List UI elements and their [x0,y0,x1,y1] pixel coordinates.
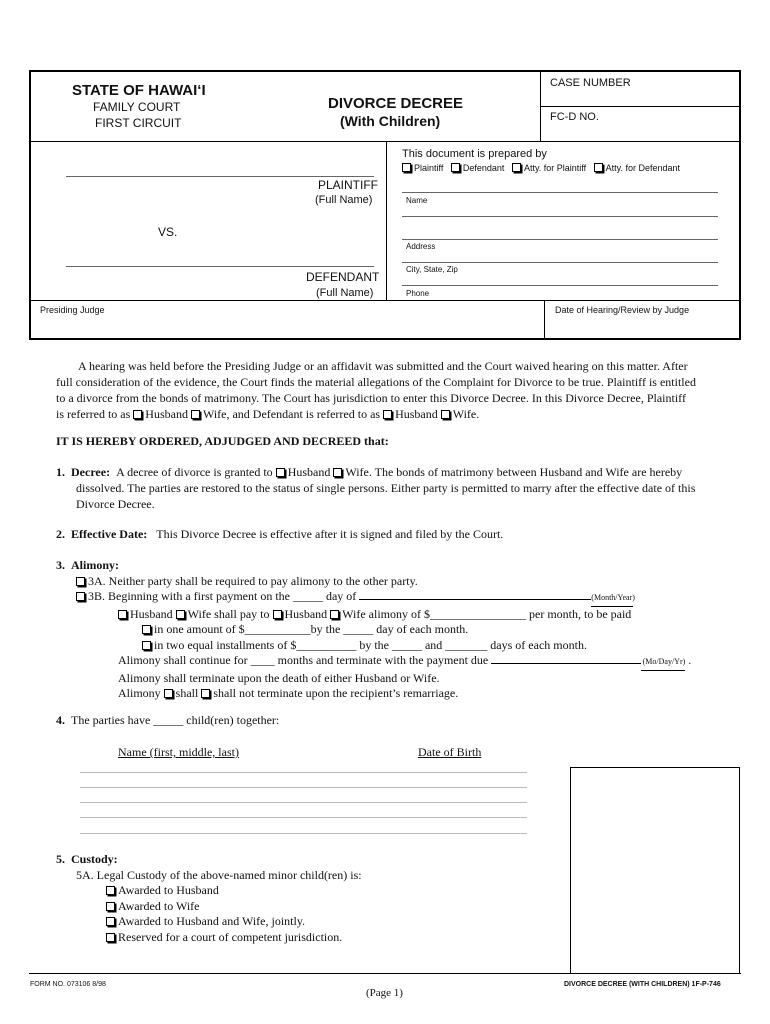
section-custody [56,852,556,945]
plaintiff-label: PLAINTIFF [318,178,379,192]
s1-line2: dissolved. The parties are restored to the status of single persons. Either party is permitted to marry after the effective date of this [76,481,696,495]
court-stamp-box [570,767,740,973]
city-label: City, State, Zip [406,265,458,274]
prepared-atty-defendant-checkbox[interactable] [594,163,603,172]
children-dob-header: Date of Birth [418,745,482,759]
name-label: Name [406,196,428,205]
s1-title: Decree: [71,465,111,479]
prepared-title: This document is prepared by [402,148,547,160]
payer-wife-checkbox[interactable] [176,610,185,619]
court-name: FAMILY COURT [93,100,181,114]
s3-num: 3. [56,558,65,572]
two-installments-checkbox[interactable] [142,641,151,650]
decree-husband-checkbox[interactable] [276,468,285,477]
s3-pay-husband: Husband [130,606,173,621]
form-subtitle: (With Children) [340,113,441,129]
state-title: STATE OF HAWAI‘I [72,82,206,99]
s2-title: Effective Date: [71,527,148,541]
mo-day-yr-hint: (Mo/Day/Yr) [641,654,685,671]
custody-opt-3: Awarded to Husband and Wife, jointly. [118,914,306,928]
s3-pay-husband2: Husband [284,606,328,621]
s1-line3: Divorce Decree. [76,497,155,511]
child-row-2[interactable] [80,787,527,788]
form-number: FORM NO. 073106 8/98 [30,981,106,988]
custody-opt-2: Awarded to Wife [118,898,200,913]
one-amount-checkbox[interactable] [142,625,151,634]
child-row-3[interactable] [80,802,527,803]
s1-a: A decree of divorce is granted to [116,465,273,479]
footer-form-id: DIVORCE DECREE (WITH CHILDREN) 1F-P-746 [564,981,721,988]
address-label: Address [406,242,436,251]
s3-pay-rest: Wife alimony of $________________ per month, to be paid [342,606,632,621]
header-bottom-border [29,338,741,340]
s5-title: Custody: [71,852,118,866]
prepared-line-2[interactable] [402,216,718,217]
defendant-wife-checkbox[interactable] [441,410,450,419]
plaintiff-husband-label: Husband [145,407,188,421]
s3-one: in one amount of $___________by the _____ day of each month. [154,622,469,636]
section-children [56,713,279,728]
intro-line-2: full consideration of the evidence, the Court finds the material allegations of the Complaint for Divorce to be true. Plaintiff is entitled [56,375,696,389]
s3-rem-b: shall [175,686,199,700]
form-top-border [29,70,741,72]
prepared-line-3[interactable] [402,239,718,240]
s5-num: 5. [56,852,65,866]
s3-title: Alimony: [71,558,119,572]
prepared-line-1[interactable] [402,192,718,193]
alimony-shall-checkbox[interactable] [164,689,173,698]
payee-husband-checkbox[interactable] [273,610,282,619]
child-row-1[interactable] [80,772,527,773]
prepared-atty-plaintiff-checkbox[interactable] [512,163,521,172]
prepared-line-5[interactable] [402,285,718,286]
custody-reserved-checkbox[interactable] [106,933,115,942]
alimony-shall-not-checkbox[interactable] [201,689,210,698]
header-divider [29,141,741,142]
s3-continue: Alimony shall continue for ____ months and terminate with the payment due [118,653,489,667]
phone-label: Phone [406,289,430,298]
s3-rem-a: Alimony [118,686,161,700]
presiding-judge-label: Presiding Judge [40,305,105,315]
intro-line-4b: Wife, and Defendant is referred to as [202,407,381,421]
intro-line-4a: is referred to as [56,407,131,421]
custody-joint-checkbox[interactable] [106,917,115,926]
s3-rem-c: shall not terminate upon the recipient’s remarriage. [213,686,459,700]
prepared-defendant-checkbox[interactable] [451,163,460,172]
case-number-label: CASE NUMBER [550,77,631,89]
plaintiff-line[interactable] [66,176,374,177]
intro-line-3: to a divorce from the bonds of matrimony. The Court has jurisdiction to enter this Divorce Decree. In this Divorce Decree, Plaintiff [56,391,686,405]
prepared-options [402,163,680,173]
case-number-hdivider [540,106,740,107]
month-year-hint: (Month/Year) [591,590,633,607]
s4-text: The parties have _____ child(ren) together: [71,713,280,727]
custody-opt-4: Reserved for a court of competent jurisdiction. [118,929,343,944]
fcd-number-label: FC-D NO. [550,111,599,123]
s2-text: This Divorce Decree is effective after it is signed and filed by the Court. [156,527,504,541]
s1-b: Wife. The bonds of matrimony between Husband and Wife are hereby [345,465,683,479]
defendant-husband-label: Husband [395,407,438,421]
prepared-line-4[interactable] [402,262,718,263]
decree-wife-checkbox[interactable] [333,468,342,477]
defendant-wife-label: Wife. [452,407,480,421]
custody-wife-checkbox[interactable] [106,902,115,911]
form-title: DIVORCE DECREE [328,95,464,112]
s1-num: 1. [56,465,65,479]
footer-line [29,973,741,974]
s5-a: 5A. Legal Custody of the above-named minor child(ren) is: [76,867,362,882]
plaintiff-sub: (Full Name) [315,194,373,206]
judge-vdivider [544,300,545,339]
prepared-plaintiff-label: Plaintiff [414,163,444,173]
custody-husband-checkbox[interactable] [106,886,115,895]
intro-line-1: A hearing was held before the Presiding Judge or an affidavit was submitted and the Court waived hearing on this matter. After [78,359,688,373]
alimony-end-field[interactable] [491,653,641,664]
s3-death: Alimony shall terminate upon the death of either Husband or Wife. [118,670,440,685]
section-effective-date [56,527,503,542]
defendant-line[interactable] [66,266,374,267]
prepared-defendant-label: Defendant [462,163,505,173]
s3-a: 3A. Neither party shall be required to pay alimony to the other party. [88,573,418,588]
s3-pay-wife: Wife shall pay to [187,606,270,621]
s1-husband: Husband [287,465,331,479]
s2-num: 2. [56,527,65,541]
defendant-husband-checkbox[interactable] [383,410,392,419]
section-decree [56,464,726,512]
section-alimony: 3. Alimony: 3A. Neither party shall be required to pay alimony to the other party. 3B. Beginning with a first payment on the _____ day of (Month/Year) Husband Wife shall pay to Husband Wife alimony of $________________ per month, to be paid in one amount of $___________by the _____ day of each month. in two equal installments of $__________ by the _____ and _______ days of each month. Alimony shall continue for ____ months and terminate with the payment due (Mo/Day/Yr) . Alimony shall terminate upon the death of either Husband or Wife. Alimony shall shall not terminate upon the recipient’s remarriage. [56,558,736,702]
alimony-3a-checkbox[interactable] [76,577,85,586]
circuit-name: FIRST CIRCUIT [95,116,182,130]
intro-paragraph [56,358,726,422]
prepared-atty-plaintiff-label: Atty. for Plaintiff [523,163,587,173]
prepared-plaintiff-checkbox[interactable] [402,163,411,172]
payee-wife-checkbox[interactable] [330,610,339,619]
child-row-4[interactable] [80,817,527,818]
defendant-sub: (Full Name) [316,287,374,299]
alimony-3b-checkbox[interactable] [76,592,85,601]
s4-num: 4. [56,713,65,727]
child-row-5[interactable] [80,833,527,834]
payer-husband-checkbox[interactable] [118,610,127,619]
defendant-label: DEFENDANT [306,270,380,284]
page-number: (Page 1) [366,987,403,999]
plaintiff-wife-checkbox[interactable] [191,410,200,419]
judge-divider [29,300,741,301]
prepared-atty-defendant-label: Atty. for Defendant [605,163,681,173]
intro-line-4 [56,406,726,422]
plaintiff-husband-checkbox[interactable] [133,410,142,419]
custody-opt-1: Awarded to Husband [118,883,219,897]
s3-two: in two equal installments of $__________ by the _____ and _______ days of each month. [154,637,587,652]
alimony-start-field[interactable] [359,589,591,600]
party-divider [386,141,387,301]
ordered-heading: IT IS HEREBY ORDERED, ADJUDGED AND DECREED that: [56,434,389,448]
vs-label: VS. [158,225,178,239]
s3-b: 3B. Beginning with a first payment on the _____ day of [88,589,357,603]
date-hearing-label: Date of Hearing/Review by Judge [555,305,690,315]
children-name-header: Name (first, middle, last) [118,745,239,759]
